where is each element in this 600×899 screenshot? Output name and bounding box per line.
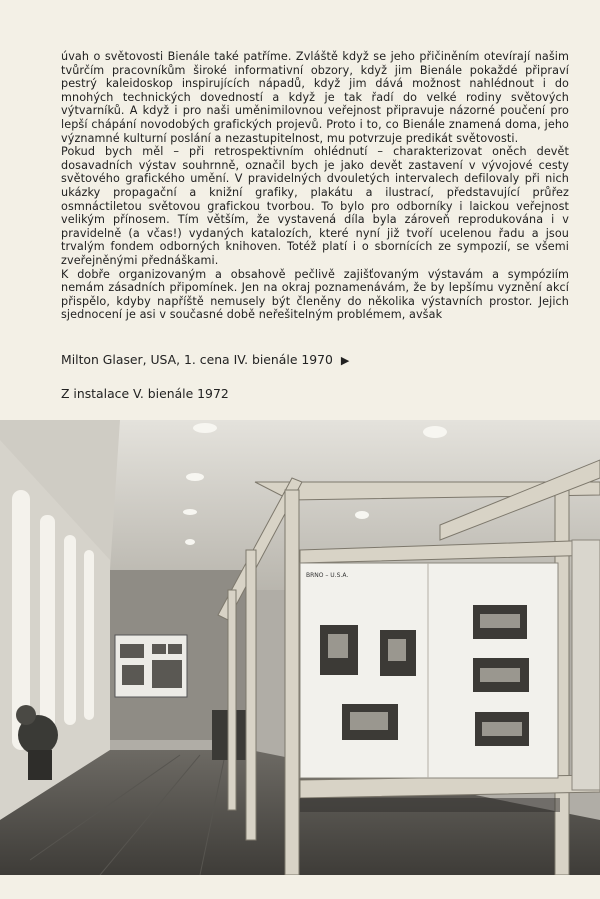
paragraph-2: Pokud bych měl – při retrospektivním ohlédnutí – charakterizovat oněch devět dosavadních výstav souhrnně, označil bych je jako devět zastavení v vývojové cesty světového grafického umění. V pravidelných dvouletých intervalech defilovaly při nich ukázky propagační a knižní grafiky, plakátu a ilustrací, představující průřez osmnáctiletou světovou grafickou tvorbou. To bylo pro odborníky i laickou veřejnost velikým přínosem. Tím větším, že vystavená díla byla zároveň reprodukována i v pravidelně (a včas!) vydaných katalozích, které nyní již tvoří ucelenou řadu a jsou trvalým fondem odborných knihoven. Totéž platí i o sbornících ze sympozií, se všemi zveřejněnými přednáškami. [61,145,569,267]
caption-glaser-text: Milton Glaser, USA, 1. cena IV. bienále 1970 [61,352,333,367]
paragraph-3: K dobře organizovaným a obsahově pečlivě zajišťovaným výstavám a sympóziím nemám zásadních připomínek. Jen na okraj poznamenávám, že by lepšímu vyznění akcí přispělo, kdyby napříště nemusely být členěny do několika výstavních prostor. Jejich sjednocení je asi v současné době neřešitelným problémem, avšak [61,267,569,322]
exhibition-photo [0,420,600,875]
arrow-right-icon: ▶ [340,354,350,367]
article-text [61,50,569,322]
caption-installation: Z instalace V. bienále 1972 [61,386,229,401]
paragraph-1: úvah o světovosti Bienále také patříme. Zvláště když se jeho přičiněním otevírají našim tvůrčím pracovníkům široké informativní obzory, když jim Bienále pokaždé připraví pestrý kaleidoskop inspirujících nápadů, když jim dává možnost nahlédnout i do mnohých technických dovedností a když je tak řadí do velké rodiny světových výtvarníků. A když i pro naši uměnimilovnou veřejnost připravuje názorné poučení pro lepší chápání novodobých grafických projevů. Proto i to, co Bienále znamená doma, jeho významné kulturní poslání a nezastupitelnost, mu potvrzuje predikát světovosti. [61,50,569,145]
panel-label: BRNO – U.S.A. [306,572,349,579]
caption-glaser [61,352,349,367]
